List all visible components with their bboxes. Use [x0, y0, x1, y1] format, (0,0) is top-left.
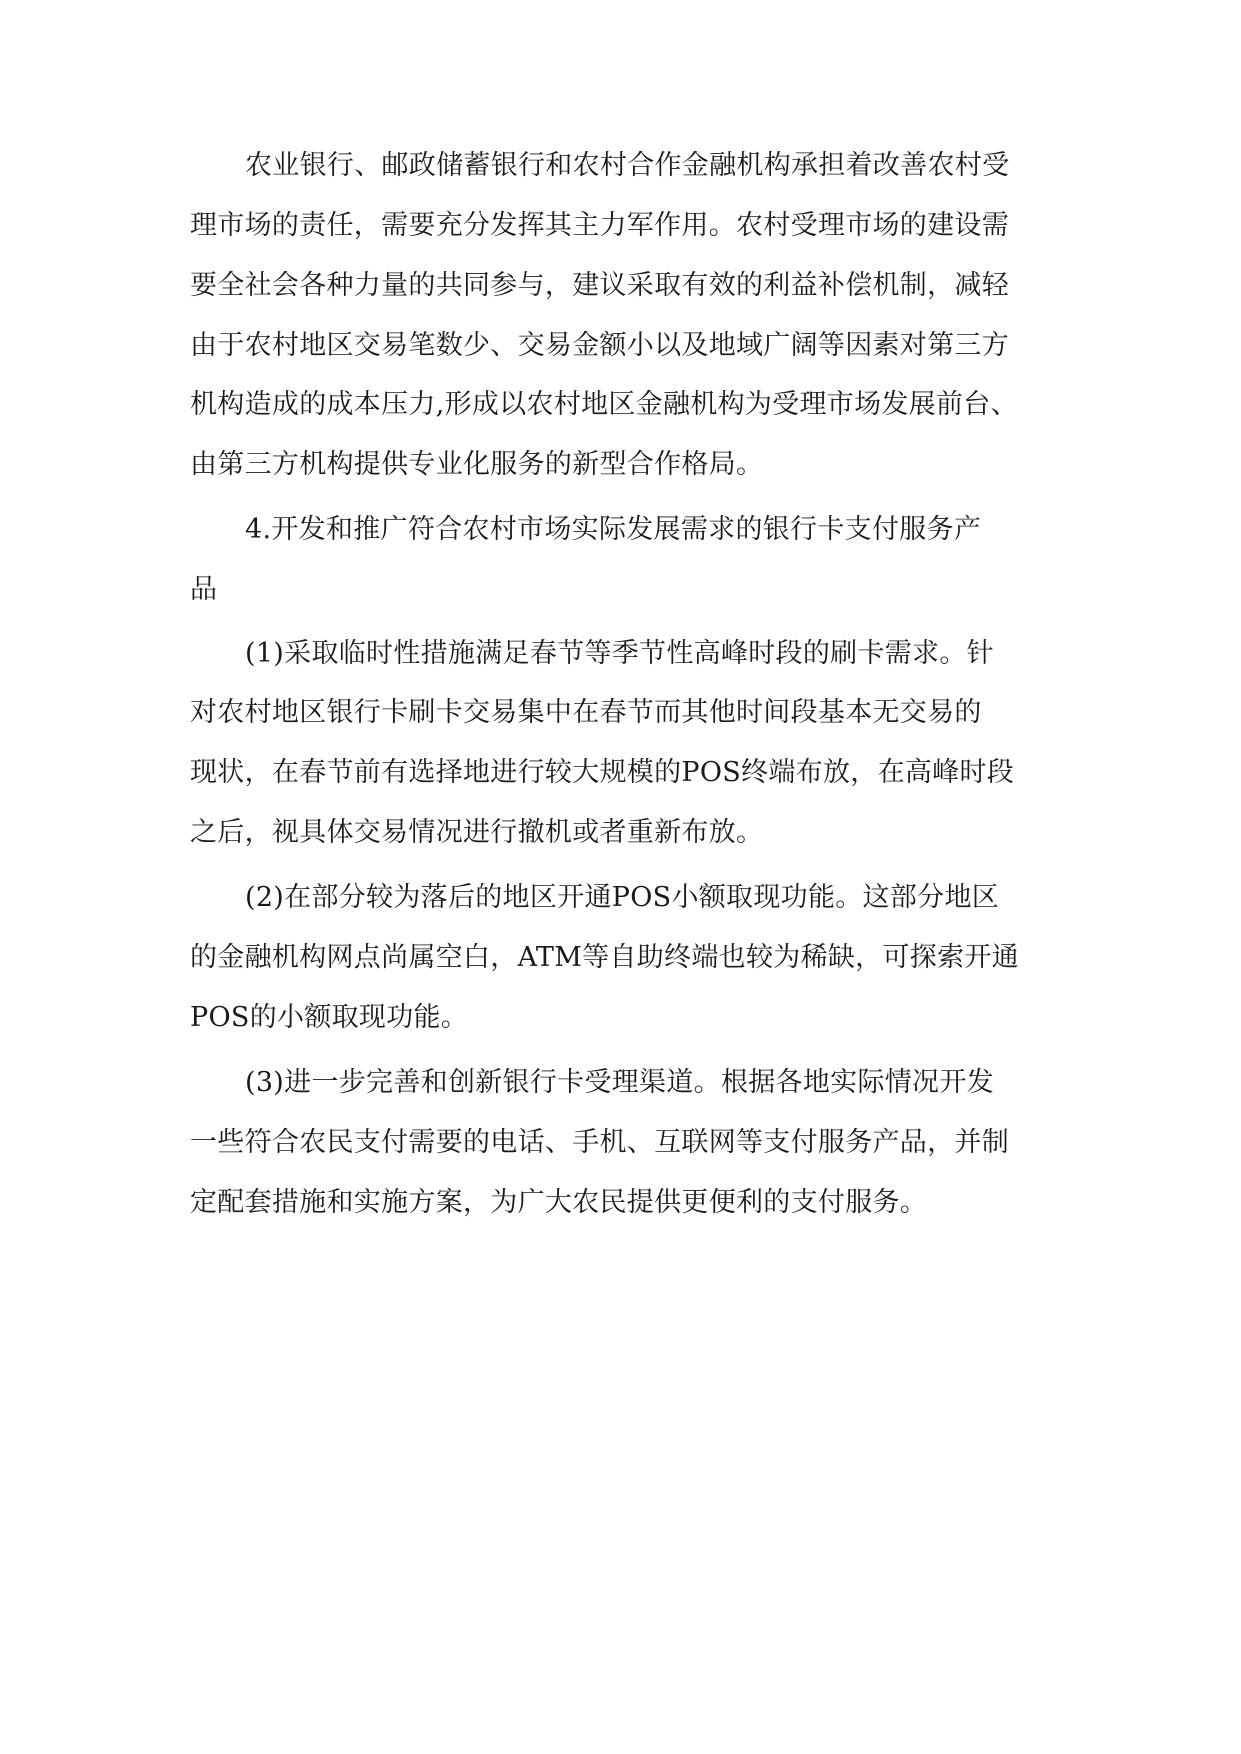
section-heading-line: 品: [190, 574, 218, 605]
text-line: 理市场的责任，需要充分发挥其主力军作用。农村受理市场的建设需: [190, 210, 1009, 241]
text-line: 要全社会各种力量的共同参与，建议采取有效的利益补偿机制，减轻: [190, 270, 1009, 301]
section-heading-line: 4.开发和推广符合农村市场实际发展需求的银行卡支付服务产: [245, 514, 982, 545]
text-line: (3)进一步完善和创新银行卡受理渠道。根据各地实际情况开发: [245, 1067, 994, 1098]
text-line: 现状，在春节前有选择地进行较大规模的POS终端布放，在高峰时段: [190, 757, 1015, 788]
text-line: 之后，视具体交易情况进行撤机或者重新布放。: [190, 817, 764, 848]
text-line: 的金融机构网点尚属空白，ATM等自助终端也较为稀缺，可探索开通: [190, 942, 1019, 973]
text-line: 一些符合农民支付需要的电话、手机、互联网等支付服务产品，并制: [190, 1127, 1009, 1158]
text-line: 定配套措施和实施方案，为广大农民提供更便利的支付服务。: [190, 1187, 928, 1218]
text-line: 机构造成的成本压力,形成以农村地区金融机构为受理市场发展前台、: [190, 389, 1018, 420]
text-line: 农业银行、邮政储蓄银行和农村合作金融机构承担着改善农村受: [245, 150, 1010, 181]
text-line: POS的小额取现功能。: [190, 1002, 469, 1033]
text-line: (2)在部分较为落后的地区开通POS小额取现功能。这部分地区: [245, 882, 1000, 913]
text-line: 由第三方机构提供专业化服务的新型合作格局。: [190, 449, 764, 480]
text-line: 对农村地区银行卡刷卡交易集中在春节而其他时间段基本无交易的: [190, 697, 982, 728]
text-line: 由于农村地区交易笔数少、交易金额小以及地域广阔等因素对第三方: [190, 330, 1009, 361]
text-line: (1)采取临时性措施满足春节等季节性高峰时段的刷卡需求。针: [245, 638, 994, 669]
